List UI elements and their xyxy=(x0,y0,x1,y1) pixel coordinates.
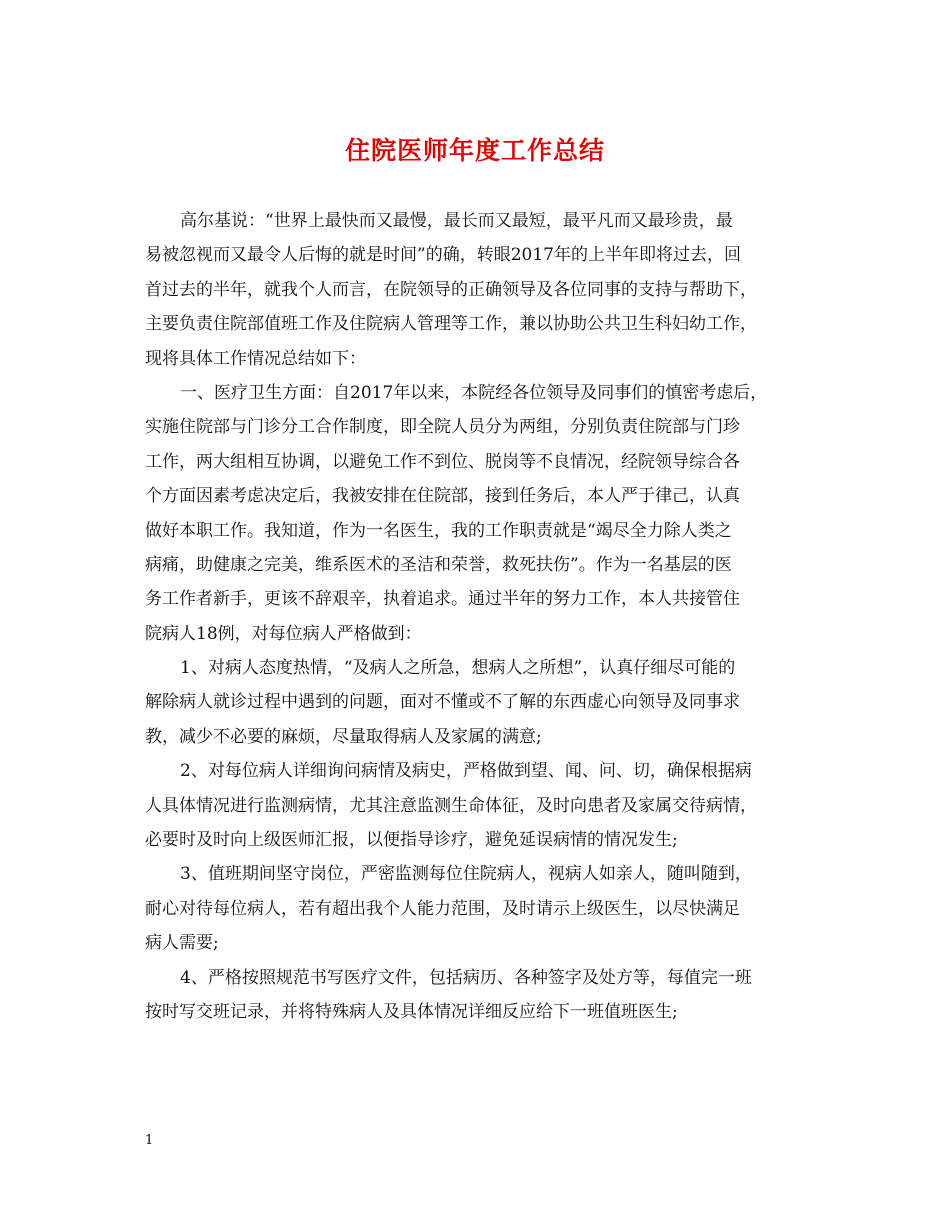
paragraph xyxy=(145,651,810,754)
text-line: 人具体情况进行监测病情，尤其注意监测生命体征，及时向患者及家属交待病情， xyxy=(145,795,757,816)
text-line: 做好本职工作。我知道，作为一名医生，我的工作职责就是“竭尽全力除人类之 xyxy=(145,520,732,541)
text-line: 现将具体工作情况总结如下： xyxy=(145,348,366,369)
text-line: 个方面因素考虑决定后，我被安排在住院部，接到任务后，本人严于律己，认真 xyxy=(145,486,740,507)
text-line: 病痛，助健康之完美，维系医术的圣洁和荣誉，救死扶伤”。作为一名基层的医 xyxy=(145,554,732,575)
text-line: 高尔基说：“世界上最快而又最慢，最长而又最短，最平凡而又最珍贵，最 xyxy=(180,211,733,231)
text-line: 院病人18例，对每位病人严格做到： xyxy=(145,623,422,644)
text-line: 一、医疗卫生方面：自2017年以来，本院经各位领导及同事们的慎密考虑后， xyxy=(180,382,768,403)
text-line: 实施住院部与门诊分工合作制度，即全院人员分为两组，分别负责住院部与门珍 xyxy=(145,417,740,438)
text-line: 2、对每位病人详细询问病情及病史，严格做到望、闻、问、切，确保根据病 xyxy=(180,761,752,782)
text-line: 耐心对待每位病人，若有超出我个人能力范围，及时请示上级医生，以尽快满足 xyxy=(145,898,740,919)
text-line: 解除病人就诊过程中遇到的问题，面对不懂或不了解的东西虚心向领导及同事求 xyxy=(145,692,740,713)
text-line: 按时写交班记录，并将特殊病人及具体情况详细反应给下一班值班医生; xyxy=(145,1001,678,1022)
paragraph xyxy=(145,857,810,960)
text-line: 首过去的半年，就我个人而言，在院领导的正确领导及各位同事的支持与帮助下， xyxy=(145,279,757,300)
document-title: 住院医师年度工作总结 xyxy=(344,136,605,165)
text-line: 工作，两大组相互协调，以避免工作不到位、脱岗等不良情况，经院领导综合各 xyxy=(145,451,740,472)
text-line: 病人需要; xyxy=(145,933,219,954)
text-line: 易被忽视而又最令人后悔的就是时间”的确，转眼2017年的上半年即将过去，回 xyxy=(145,245,741,266)
text-line: 教，减少不必要的麻烦，尽量取得病人及家属的满意; xyxy=(145,726,542,747)
text-line: 1、对病人态度热情，“及病人之所急，想病人之所想”，认真仔细尽可能的 xyxy=(180,658,736,679)
text-line: 必要时及时向上级医师汇报，以便指导诊疗，避免延误病情的情况发生; xyxy=(145,830,678,851)
paragraph xyxy=(145,754,810,857)
paragraph xyxy=(145,376,810,651)
text-line: 4、严格按照规范书写医疗文件，包括病历、各种签字及处方等，每值完一班 xyxy=(180,967,752,988)
page-number: 1 xyxy=(145,1133,154,1148)
paragraph xyxy=(145,961,810,1030)
text-line: 主要负责住院部值班工作及住院病人管理等工作，兼以协助公共卫生科妇幼工作， xyxy=(145,314,757,335)
document-body xyxy=(145,204,810,1029)
paragraph xyxy=(145,204,810,376)
text-line: 3、值班期间坚守岗位，严密监测每位住院病人，视病人如亲人，随叫随到， xyxy=(180,864,752,885)
text-line: 务工作者新手，更该不辞艰辛，执着追求。通过半年的努力工作，本人共接管住 xyxy=(145,589,740,610)
